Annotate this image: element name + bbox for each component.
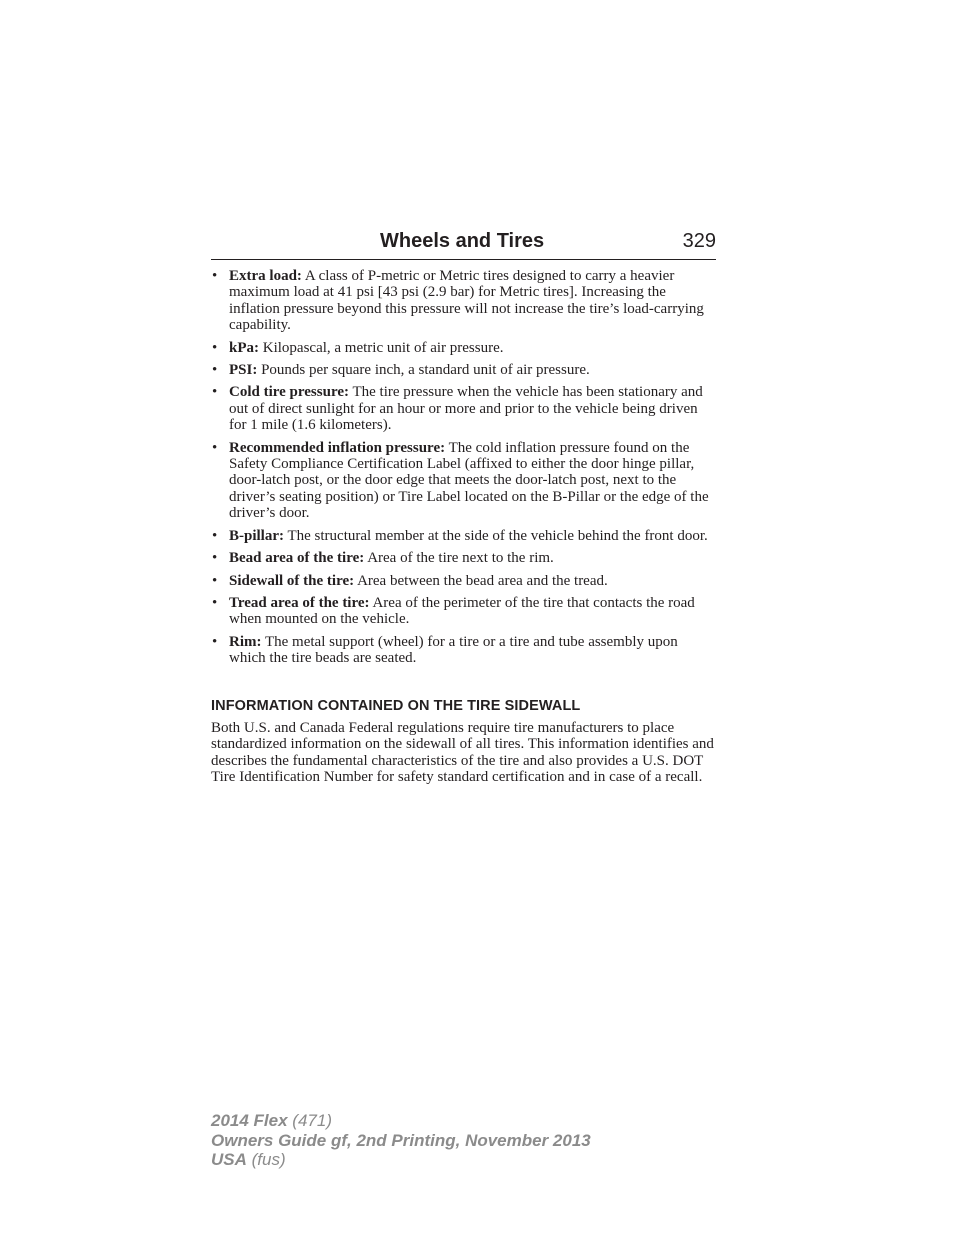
- footer-line-model: [211, 1111, 591, 1131]
- term: B-pillar:: [229, 527, 284, 544]
- list-item: [211, 595, 718, 628]
- definition: Area between the bead area and the tread.: [357, 572, 608, 589]
- footer-model-code: (471): [292, 1111, 332, 1130]
- definition: The tire pressure when the vehicle has been stationary and out of direct sunlight for an hour or more and prior to the vehicle being driven for 1 mile (1.6 kilometers).: [229, 384, 703, 434]
- term: Tread area of the tire:: [229, 594, 370, 611]
- definition: Area of the perimeter of the tire that contacts the road when mounted on the vehicle.: [229, 594, 695, 628]
- list-item: [211, 362, 718, 378]
- bullet: •: [212, 550, 218, 567]
- definition-list: [211, 268, 718, 673]
- definition: The metal support (wheel) for a tire or a tire and tube assembly upon which the tire beads are seated.: [229, 633, 678, 667]
- bullet: •: [212, 633, 218, 650]
- term: Rim:: [229, 633, 262, 650]
- list-item: [211, 528, 718, 544]
- definition: Kilopascal, a metric unit of air pressure.: [262, 339, 504, 356]
- term: kPa:: [229, 339, 259, 356]
- page-header: [211, 229, 716, 260]
- footer-guide: Owners Guide gf, 2nd Printing, November 2013: [211, 1130, 591, 1150]
- footer-model: 2014 Flex: [211, 1111, 288, 1130]
- list-item: [211, 550, 718, 566]
- definition: The cold inflation pressure found on the Safety Compliance Certification Label (affixed to either the door hinge pillar, door-latch post, or the door edge that meets the door-latch post, next to the driver’s seating position) or Tire Label located on the B-Pillar or the edge of the driver’s door.: [229, 439, 709, 522]
- chapter-title: Wheels and Tires: [380, 230, 545, 252]
- list-item: [211, 440, 718, 522]
- definition: Pounds per square inch, a standard unit of air pressure.: [261, 362, 590, 379]
- section-paragraph: Both U.S. and Canada Federal regulations require tire manufacturers to place standardized information on the sidewall of all tires. This information identifies and describes the fundamental characteristics of the tire and also provides a U.S. DOT Tire Identification Number for safety standard certification and in case of a recall.: [211, 720, 714, 786]
- definition: A class of P-metric or Metric tires designed to carry a heavier maximum load at 41 psi [43 psi (2.9 bar) for Metric tires]. Increasing the inflation pressure beyond this pressure will not increase the tire’s load-carrying capability.: [229, 268, 704, 334]
- bullet: •: [212, 384, 218, 401]
- footer-line-market: [211, 1150, 591, 1170]
- term: Recommended inflation pressure:: [229, 439, 446, 456]
- bullet: •: [212, 594, 218, 611]
- bullet: •: [212, 339, 218, 356]
- term: Cold tire pressure:: [229, 384, 349, 401]
- page-footer: [211, 1111, 591, 1170]
- bullet: •: [212, 572, 218, 589]
- list-item: [211, 340, 718, 356]
- bullet: •: [212, 527, 218, 544]
- list-item: [211, 573, 718, 589]
- footer-market-code: (fus): [251, 1150, 286, 1169]
- footer-market: USA: [211, 1150, 247, 1169]
- footer-line-guide: [211, 1131, 591, 1151]
- list-item: [211, 268, 718, 334]
- term: PSI:: [229, 362, 258, 379]
- definition: The structural member at the side of the vehicle behind the front door.: [287, 527, 708, 544]
- page-number: 329: [682, 230, 716, 252]
- bullet: •: [212, 362, 218, 379]
- term: Extra load:: [229, 268, 302, 284]
- term: Sidewall of the tire:: [229, 572, 355, 589]
- bullet: •: [212, 439, 218, 456]
- list-item: [211, 634, 718, 667]
- list-item: [211, 384, 718, 433]
- definition: Area of the tire next to the rim.: [367, 550, 554, 567]
- term: Bead area of the tire:: [229, 550, 365, 567]
- bullet: •: [212, 268, 218, 284]
- section-heading: INFORMATION CONTAINED ON THE TIRE SIDEWALL: [211, 698, 581, 714]
